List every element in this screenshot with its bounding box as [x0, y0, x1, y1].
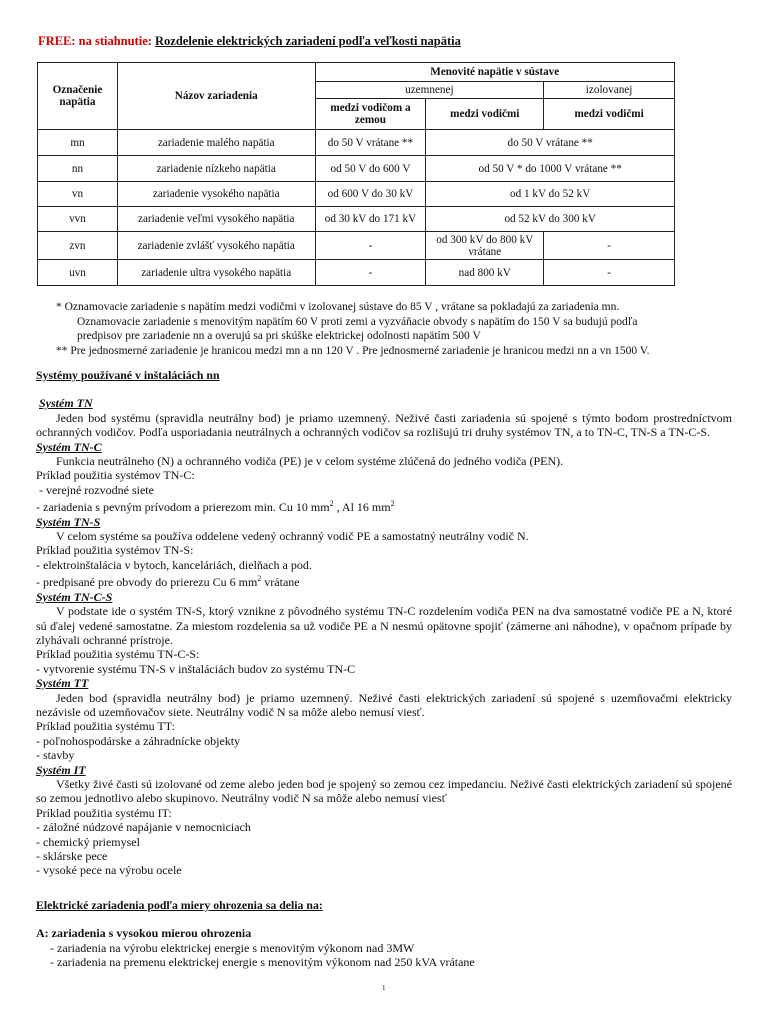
cell-v2: do 50 V vrátane **: [426, 130, 675, 156]
cell-v2: od 300 kV do 800 kV vrátane: [426, 232, 544, 260]
example-it: Príklad použitia systému IT:: [36, 805, 172, 820]
page-title: [38, 34, 461, 49]
list-item: - poľnohospodárske a záhradnícke objekty: [36, 733, 241, 748]
list-item: - zariadenia na premenu elektrickej energie s menovitým výkonom nad 250 kVA vrátane: [50, 955, 475, 970]
cell-code: vvn: [38, 207, 118, 232]
document-body: [36, 368, 732, 969]
table-row: [38, 130, 675, 156]
voltage-table: [37, 62, 675, 286]
cell-v2: od 52 kV do 300 kV: [426, 207, 675, 232]
header-code: Označenie napätia: [38, 63, 118, 130]
cell-v1: do 50 V vrátane **: [315, 130, 426, 156]
cell-code: mn: [38, 130, 118, 156]
cell-name: zariadenie vysokého napätia: [117, 182, 315, 207]
text-tn-c-s: V podstate ide o systém TN-S, ktorý vznikne z pôvodného systému TN-C rozdelením vodiča PEN na dva samostatné vodiče PE a N, ktoré sú ďalej vedené samostatne. Za miestom rozdelenia sa už vodiče PE a N nesmú opätovne spojiť (zámerne ani náhodne), v opačnom prípade by zlyhávali ochranné prístroje.: [36, 604, 732, 647]
text-it: Všetky živé časti sú izolované od zeme alebo jeden bod je spojený so zemou cez impedanciu. Neživé časti elektrických zariadení sú spojené so zemou jednotlivo alebo skupinovo. Neutrálny vodič N sa môže alebo nemusí viesť: [36, 776, 732, 806]
cell-v1: od 30 kV do 171 kV: [315, 207, 426, 232]
list-item: - vysoké pece na výrobu ocele: [36, 863, 182, 878]
cell-v2: nad 800 kV: [426, 260, 544, 286]
header-isolated: izolovanej: [544, 82, 675, 99]
footnote-2: ** Pre jednosmerné zariadenie je hranicou medzi mn a nn 120 V . Pre jednosmerné zariadenie je hranicou medzi nn a vn 1500 V.: [56, 344, 650, 357]
header-grounded: uzemnenej: [315, 82, 544, 99]
example-tn-s: Príklad použitia systémov TN-S:: [36, 543, 194, 558]
header-name: Názov zariadenia: [117, 63, 315, 130]
table-row: [38, 156, 675, 182]
cell-code: nn: [38, 156, 118, 182]
cell-v2: od 1 kV do 52 kV: [426, 182, 675, 207]
cell-code: vn: [38, 182, 118, 207]
list-item: - zariadenia na výrobu elektrickej energie s menovitým výkonom nad 3MW: [50, 940, 415, 955]
heading-tn-s: Systém TN-S: [36, 514, 101, 529]
text-tt: Jeden bod (spravidla neutrálny bod) je priamo uzemnený. Neživé časti elektrických zariadení sú spojené s uzemňovačmi elektricky nezávisle od uzemňovačov siete. Neutrálny vodič N sa môže alebo nemusí viesť.: [36, 690, 732, 719]
cell-v2: od 50 V * do 1000 V vrátane **: [426, 156, 675, 182]
list-item: - stavby: [36, 748, 75, 763]
cell-name: zariadenie nízkeho napätia: [117, 156, 315, 182]
table-row: [38, 207, 675, 232]
cell-name: zariadenie malého napätia: [117, 130, 315, 156]
example-tn-c: Príklad použitia systémov TN-C:: [36, 468, 195, 483]
page-number: 1: [382, 984, 386, 992]
cell-name: zariadenie veľmi vysokého napätia: [117, 207, 315, 232]
list-item: - sklárske pece: [36, 849, 108, 863]
list-item: - chemický priemysel: [36, 834, 140, 849]
heading-tn-c-s: Systém TN-C-S: [36, 589, 113, 604]
list-item: - záložné núdzové napájanie v nemocniciach: [36, 820, 251, 835]
footnote-1-cont: Oznamovacie zariadenie s menovitým napätím 60 V proti zemi a vyzváňacie obvody s napätím do 150 V sa budujú podľa: [77, 315, 638, 328]
list-item: - zariadenia s pevným prívodom a prierezom min. Cu 10 $mm^2$ , Al 16 $mm^2$: [36, 499, 395, 515]
cell-v3: -: [544, 232, 675, 260]
text-tn: Jeden bod systému (spravidla neutrálny bod) je priamo uzemnený. Neživé časti zariadenia sú spojené s týmto bodom prostredníctvom ochranných vodičov. Podľa usporiadania neutrálnych a ochranných vodičov sa rozlišujú tri druhy systémov TN, a to TN-C, TN-S a TN-C-S.: [36, 410, 732, 440]
cell-v3: -: [544, 260, 675, 286]
list-item: - vytvorenie systému TN-S v inštaláciách budov zo systému TN-C: [36, 661, 356, 676]
list-item: - predpisané pre obvody do prierezu Cu 6 $mm^2$ vrátane: [36, 574, 300, 590]
list-item: - verejné rozvodné siete: [39, 482, 154, 497]
heading-tn: Systém TN: [39, 396, 93, 411]
cell-v1: -: [315, 260, 426, 286]
cell-name: zariadenie ultra vysokého napätia: [117, 260, 315, 286]
free-label: FREE: na stiahnutie:: [38, 34, 152, 48]
section-heading-systems: Systémy používané v inštaláciách nn: [36, 368, 220, 382]
text-tn-s: V celom systéme sa používa oddelene vedený ochranný vodič PE a samostatný neutrálny vodič N.: [56, 529, 529, 544]
cell-code: uvn: [38, 260, 118, 286]
cell-code: zvn: [38, 232, 118, 260]
footnote-1: * Oznamovacie zariadenie s napätím medzi vodičmi v izolovanej sústave do 85 V , vrátane sa pokladajú za zariadenia mn.: [56, 301, 620, 313]
title-heading: Rozdelenie elektrických zariadení podľa veľkosti napätia: [155, 34, 461, 48]
table-row: [38, 260, 675, 286]
hazard-category-a: A: zariadenia s vysokou mierou ohrozenia: [36, 926, 252, 941]
table-row: [38, 232, 675, 260]
list-item: - elektroinštalácia v bytoch, kanceláriách, dielňach a pod.: [36, 557, 312, 572]
header-col-wires-isolated: medzi vodičmi: [544, 99, 675, 130]
footnote-1-cont: predpisov pre zariadenie nn a overujú sa pri skúške elektrickej odolnosti napätím 500 V: [77, 330, 481, 342]
example-tt: Príklad použitia systému TT:: [36, 719, 175, 734]
header-col-wire-earth: medzi vodičom a zemou: [315, 99, 426, 130]
heading-tn-c: Systém TN-C: [36, 439, 102, 454]
table-row: [38, 182, 675, 207]
footnotes: [56, 300, 649, 358]
heading-tt: Systém TT: [36, 676, 89, 691]
cell-v1: od 50 V do 600 V: [315, 156, 426, 182]
cell-v1: od 600 V do 30 kV: [315, 182, 426, 207]
cell-name: zariadenie zvlášť vysokého napätia: [117, 232, 315, 260]
header-col-wires-grounded: medzi vodičmi: [426, 99, 544, 130]
text-tn-c: Funkcia neutrálneho (N) a ochranného vodiča (PE) je v celom systéme zlúčená do jedného vodiča (PEN).: [56, 454, 564, 469]
header-rated-voltage: Menovité napätie v sústave: [315, 63, 674, 82]
section-heading-hazard: Elektrické zariadenia podľa miery ohrozenia sa delia na:: [36, 897, 323, 912]
cell-v1: -: [315, 232, 426, 260]
heading-it: Systém IT: [36, 762, 86, 777]
example-tn-c-s: Príklad použitia systému TN-C-S:: [36, 647, 200, 662]
